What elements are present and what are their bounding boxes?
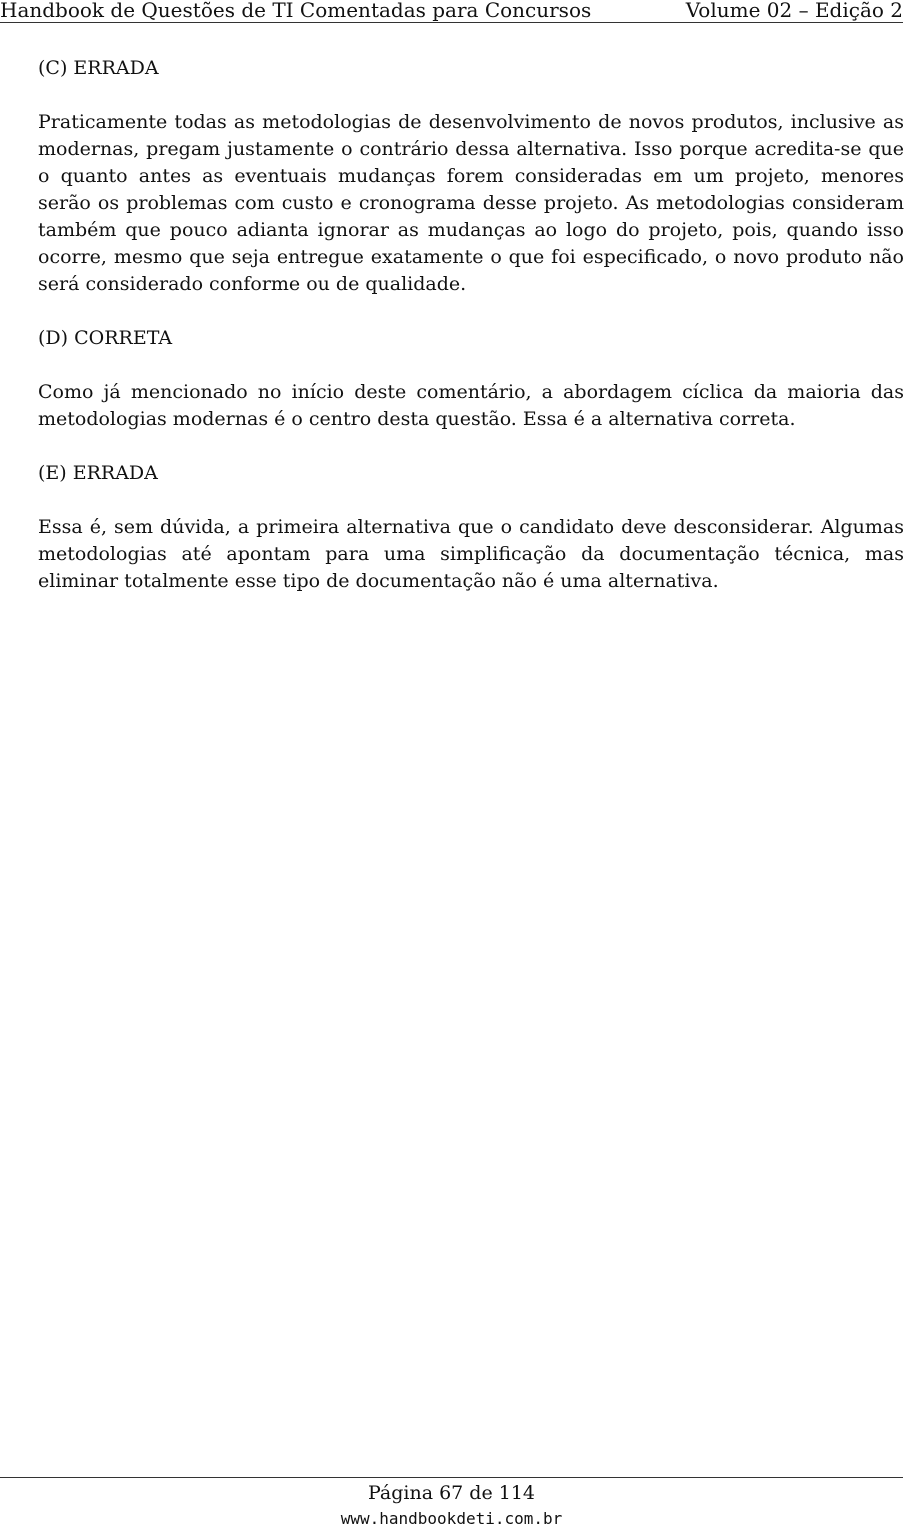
footer-website-link[interactable]: www.handbookdeti.com.br	[340, 1509, 563, 1528]
section-heading: (D) CORRETA	[38, 327, 173, 349]
page-number: Página 67 de 114	[367, 1482, 536, 1504]
section-paragraph: Como já mencionado no início deste comentário, a abordagem cíclica da maioria das metodologias modernas é o centro desta questão. Essa é a alternativa correta.	[38, 381, 904, 430]
section-heading: (E) ERRADA	[38, 462, 158, 484]
section-d	[38, 325, 904, 433]
footer-divider	[0, 1477, 903, 1478]
section-paragraph: Essa é, sem dúvida, a primeira alternativa que o candidato deve desconsiderar. Algumas metodologias até apontam para uma simplificação da documentação técnica, mas eliminar totalmente esse tipo de documentação não é uma alternativa.	[38, 516, 904, 592]
section-c	[38, 55, 904, 298]
page-content	[38, 55, 904, 622]
section-e	[38, 460, 904, 595]
section-heading: (C) ERRADA	[38, 57, 159, 79]
page-header	[0, 0, 903, 23]
header-book-title: Handbook de Questões de TI Comentadas para Concursos	[0, 0, 592, 22]
header-volume-edition: Volume 02 – Edição 2	[685, 0, 903, 22]
section-paragraph: Praticamente todas as metodologias de desenvolvimento de novos produtos, inclusive as modernas, pregam justamente o contrário dessa alternativa. Isso porque acredita-se que o quanto antes as eventuais mudanças forem consideradas em um projeto, menores serão os problemas com custo e cronograma desse projeto. As metodologias consideram também que pouco adianta ignorar as mudanças ao logo do projeto, pois, quando isso ocorre, mesmo que seja entregue exatamente o que foi especificado, o novo produto não será considerado conforme ou de qualidade.	[38, 111, 904, 295]
